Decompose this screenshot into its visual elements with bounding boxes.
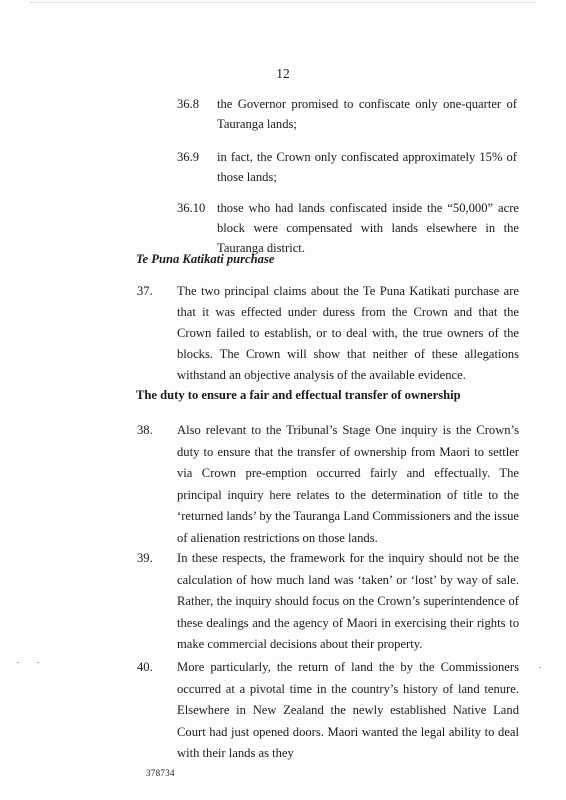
scan-speck	[539, 667, 541, 668]
subitem-number: 36.9	[177, 150, 200, 164]
paragraph-number: 38.	[137, 423, 153, 437]
subitem-number: 36.10	[177, 201, 206, 215]
subitem-number: 36.8	[177, 97, 200, 111]
footer-document-code: 378734	[146, 768, 175, 778]
paragraph-number: 40.	[137, 660, 153, 674]
section-heading-duty: The duty to ensure a fair and effectual transfer of ownership	[136, 388, 461, 402]
paragraph-number: 37.	[137, 284, 153, 298]
section-heading-te-puna: Te Puna Katikati purchase	[136, 252, 275, 266]
paragraph-38: Also relevant to the Tribunal’s Stage One inquiry is the Crown’s duty to ensure that the transfer of ownership from Maori to settler via Crown pre-emption occurred fairly and effectually. The principal inquiry here relates to the determination of title to the ‘returned lands’ by the Tauranga Land Commissioners and the issue of alienation restrictions on those lands.	[177, 423, 519, 545]
subitem-text: those who had lands confiscated inside the “50,000” acre block were compensated with lands elsewhere in the Tauranga district.	[217, 201, 519, 255]
paragraph-37: The two principal claims about the Te Puna Katikati purchase are that it was effected under duress from the Crown and that the Crown failed to establish, or to deal with, the true owners of the blocks. The Crown will show that neither of these allegations withstand an objective analysis of the available evidence.	[177, 284, 519, 382]
paragraph-39: In these respects, the framework for the inquiry should not be the calculation of how much land was ‘taken’ or ‘lost’ by way of sale. Rather, the inquiry should focus on the Crown’s superintendence of these dealings and the agency of Maori in exercising their rights to make commercial decisions about their property.	[177, 551, 519, 652]
scan-edge-line	[30, 2, 536, 4]
subitem-text: the Governor promised to confiscate only one-quarter of Tauranga lands;	[217, 97, 517, 131]
paragraph-40: More particularly, the return of land the by the Commissioners occurred at a pivotal time in the country’s history of land tenure. Elsewhere in New Zealand the newly established Native Land Court had just opened doors. Maori wanted the legal ability to deal with their lands as they	[177, 660, 519, 761]
paragraph-number: 39.	[137, 551, 153, 565]
page-number: 12	[276, 66, 290, 81]
scan-speck	[17, 662, 19, 663]
subitem-text: in fact, the Crown only confiscated approximately 15% of those lands;	[217, 150, 517, 184]
scan-speck	[37, 662, 39, 663]
